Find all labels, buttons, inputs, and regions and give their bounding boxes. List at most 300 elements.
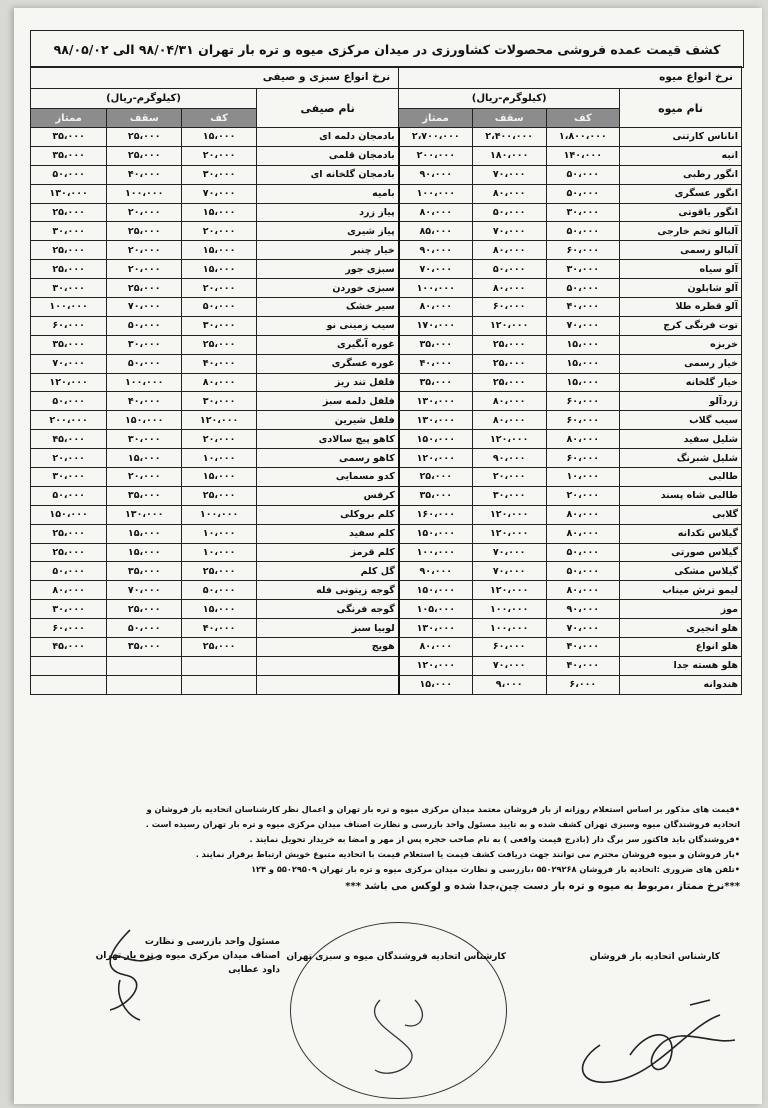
fruit-ceiling-price: ۱۰۰،۰۰۰ [472,600,546,619]
fruit-floor-price: ۴۰،۰۰۰ [546,638,620,657]
veg-floor-price: ۱۵،۰۰۰ [182,241,257,260]
fruit-floor-price: ۱۵،۰۰۰ [546,335,620,354]
fruit-floor-price: ۶،۰۰۰ [546,675,620,694]
fruit-name-cell: هلو انواع [620,638,742,657]
table-row [31,430,742,449]
fruit-ceiling-price: ۶۰،۰۰۰ [472,298,546,317]
veg-name-cell: پیاز شیری [257,222,399,241]
table-row [31,562,742,581]
veg-ceiling-price: ۴۰،۰۰۰ [107,165,182,184]
table-row [31,524,742,543]
fruit-premium-header: ممتاز [399,109,473,128]
fruit-ceiling-price: ۹،۰۰۰ [472,675,546,694]
fruit-premium-price: ۱۷۰،۰۰۰ [399,316,473,335]
veg-floor-price: ۴۰،۰۰۰ [182,619,257,638]
veg-premium-price: ۲۵،۰۰۰ [31,203,107,222]
fruit-name-cell: آلو سیاه [620,260,742,279]
veg-name-cell [257,656,399,675]
veg-name-header: نام صیفی [257,89,399,128]
veg-floor-price: ۳۰،۰۰۰ [182,392,257,411]
veg-name-cell: سیب زمینی نو [257,316,399,335]
veg-ceiling-price: ۲۰،۰۰۰ [107,260,182,279]
veg-premium-price: ۶۰،۰۰۰ [31,316,107,335]
veg-floor-price: ۲۵،۰۰۰ [182,638,257,657]
veg-name-cell: کاهو پیچ سالادی [257,430,399,449]
fruit-ceiling-price: ۷۰،۰۰۰ [472,543,546,562]
veg-floor-price: ۱۵،۰۰۰ [182,128,257,147]
fruit-floor-price: ۸۰،۰۰۰ [546,581,620,600]
veg-premium-price: ۳۵،۰۰۰ [31,335,107,354]
table-row [31,656,742,675]
notes-block [50,802,740,894]
fruit-premium-price: ۸۵،۰۰۰ [399,222,473,241]
fruit-name-cell: لیمو ترش میناب [620,581,742,600]
signature-title: کارشناس اتحادیه بار فروشان [589,952,720,962]
veg-ceiling-price: ۷۰،۰۰۰ [107,298,182,317]
veg-ceiling-price: ۵۰،۰۰۰ [107,316,182,335]
fruit-ceiling-price: ۱۰۰،۰۰۰ [472,619,546,638]
veg-floor-price: ۲۰،۰۰۰ [182,146,257,165]
fruit-unit-header: (کیلوگرم-ریال) [399,89,620,109]
veg-floor-price: ۱۰،۰۰۰ [182,543,257,562]
table-row [31,543,742,562]
fruit-name-cell: گیلاس صورتی [620,543,742,562]
fruit-name-cell: انگور یاقوتی [620,203,742,222]
veg-name-cell: کلم بروکلی [257,505,399,524]
fruit-name-cell: شلیل سفید [620,430,742,449]
fruit-ceiling-price: ۷۰،۰۰۰ [472,562,546,581]
fruit-premium-price: ۲۵،۰۰۰ [399,468,473,487]
fruit-floor-price: ۹۰،۰۰۰ [546,600,620,619]
veg-name-cell: بادمجان قلمی [257,146,399,165]
veg-name-cell: گل کلم [257,562,399,581]
veg-section-header: نرخ انواع سبزی و صیفی [31,67,399,89]
veg-name-cell: سبزی خوردن [257,279,399,298]
fruit-floor-price: ۱۵،۰۰۰ [546,354,620,373]
fruit-premium-price: ۱۲۰،۰۰۰ [399,449,473,468]
fruit-name-cell: هلو انجیری [620,619,742,638]
table-row [31,449,742,468]
veg-floor-price: ۱۵،۰۰۰ [182,203,257,222]
fruit-ceiling-price: ۱۲۰،۰۰۰ [472,430,546,449]
veg-name-cell: غوره عسگری [257,354,399,373]
table-row [31,203,742,222]
veg-premium-price: ۲۰۰،۰۰۰ [31,411,107,430]
veg-floor-price: ۴۰،۰۰۰ [182,354,257,373]
veg-ceiling-price: ۳۰،۰۰۰ [107,430,182,449]
fruit-name-cell: آلبالو رسمی [620,241,742,260]
table-row [31,128,742,147]
fruit-premium-price: ۹۰،۰۰۰ [399,562,473,581]
veg-premium-price: ۸۰،۰۰۰ [31,581,107,600]
fruit-name-cell: هلو هسته جدا [620,656,742,675]
fruit-premium-price: ۲،۷۰۰،۰۰۰ [399,128,473,147]
fruit-name-cell: هندوانه [620,675,742,694]
note-line: •فروشندگان باید فاکتور سر برگ دار (بادرج قیمت واقعی ) به نام صاحب حجره پس از مهر و امضا به خریدار تحویل نمایند . [249,834,740,844]
signature-title: مسئول واحد بازرسی و نظارت [144,937,280,947]
fruit-premium-price: ۳۵،۰۰۰ [399,486,473,505]
signature-block-center [266,950,506,964]
table-row [31,260,742,279]
fruit-ceiling-price: ۱۲۰،۰۰۰ [472,524,546,543]
premium-note: ***نرخ ممتاز ،مربوط به میوه و تره بار دست چین،جدا شده و لوکس می باشد *** [345,881,740,892]
fruit-premium-price: ۱۰۰،۰۰۰ [399,543,473,562]
fruit-ceiling-price: ۳۰،۰۰۰ [472,486,546,505]
veg-name-cell: بادمجان گلخانه ای [257,165,399,184]
veg-name-cell: کلم قرمز [257,543,399,562]
fruit-floor-price: ۶۰،۰۰۰ [546,241,620,260]
fruit-ceiling-price: ۸۰،۰۰۰ [472,392,546,411]
veg-name-cell: کدو مسمایی [257,468,399,487]
veg-floor-price: ۱۰،۰۰۰ [182,524,257,543]
veg-ceiling-price: ۲۵،۰۰۰ [107,279,182,298]
fruit-premium-price: ۳۵،۰۰۰ [399,373,473,392]
veg-ceiling-price: ۱۵،۰۰۰ [107,449,182,468]
fruit-ceiling-price: ۸۰،۰۰۰ [472,241,546,260]
veg-ceiling-price: ۲۰،۰۰۰ [107,468,182,487]
fruit-floor-price: ۵۰،۰۰۰ [546,184,620,203]
fruit-floor-price: ۶۰،۰۰۰ [546,449,620,468]
table-row [31,146,742,165]
table-row [31,373,742,392]
fruit-name-cell: طالبی شاه پسند [620,486,742,505]
veg-floor-price [182,656,257,675]
fruit-premium-price: ۱۵۰،۰۰۰ [399,581,473,600]
table-row [31,468,742,487]
veg-name-cell: گوجه فرنگی [257,600,399,619]
signature-subtitle: اصناف میدان مرکزی میوه و تره بار تهران [95,951,280,961]
veg-name-cell [257,675,399,694]
note-line: •قیمت های مذکور بر اساس استعلام روزانه از بار فروشان معتمد میدان مرکزی میوه و تره بار تهران و اعمال نظر کارشناسان اتحادیه بار فروشان و [146,804,740,814]
fruit-floor-price: ۷۰،۰۰۰ [546,619,620,638]
table-row [31,298,742,317]
veg-ceiling-price: ۱۵۰،۰۰۰ [107,411,182,430]
veg-unit-header: (کیلوگرم-ریال) [31,89,257,109]
price-table [30,66,742,695]
veg-floor-price: ۲۰،۰۰۰ [182,222,257,241]
fruit-premium-price: ۲۰۰،۰۰۰ [399,146,473,165]
fruit-floor-price: ۸۰،۰۰۰ [546,505,620,524]
veg-floor-price: ۱۰،۰۰۰ [182,449,257,468]
fruit-ceiling-price: ۷۰،۰۰۰ [472,222,546,241]
veg-floor-price: ۱۵،۰۰۰ [182,468,257,487]
fruit-name-cell: گلابی [620,505,742,524]
fruit-floor-price: ۱،۸۰۰،۰۰۰ [546,128,620,147]
fruit-name-cell: خیار رسمی [620,354,742,373]
veg-floor-price: ۲۵،۰۰۰ [182,562,257,581]
veg-ceiling-price: ۱۰۰،۰۰۰ [107,184,182,203]
veg-premium-price: ۳۵،۰۰۰ [31,128,107,147]
handwritten-signature-right [560,985,750,1095]
fruit-premium-price: ۱۰۵،۰۰۰ [399,600,473,619]
fruit-name-cell: موز [620,600,742,619]
veg-ceiling-price: ۵۰،۰۰۰ [107,354,182,373]
fruit-ceiling-price: ۹۰،۰۰۰ [472,449,546,468]
veg-floor-price [182,675,257,694]
veg-premium-price: ۲۵،۰۰۰ [31,260,107,279]
veg-premium-price: ۲۵،۰۰۰ [31,543,107,562]
fruit-premium-price: ۱۵۰،۰۰۰ [399,430,473,449]
veg-ceiling-price: ۲۰،۰۰۰ [107,203,182,222]
veg-premium-price: ۴۵،۰۰۰ [31,638,107,657]
veg-floor-price: ۱۵،۰۰۰ [182,260,257,279]
veg-floor-price: ۳۰،۰۰۰ [182,165,257,184]
fruit-floor-price: ۴۰،۰۰۰ [546,656,620,675]
veg-premium-price: ۶۰،۰۰۰ [31,619,107,638]
fruit-ceiling-price: ۷۰،۰۰۰ [472,656,546,675]
fruit-ceiling-price: ۲۵،۰۰۰ [472,354,546,373]
fruit-ceiling-price: ۲۰،۰۰۰ [472,468,546,487]
fruit-floor-price: ۱۰،۰۰۰ [546,468,620,487]
veg-ceiling-price: ۴۰،۰۰۰ [107,392,182,411]
fruit-name-cell: انگور رطبی [620,165,742,184]
veg-premium-price: ۱۲۰،۰۰۰ [31,373,107,392]
veg-floor-price: ۵۰،۰۰۰ [182,581,257,600]
veg-premium-price: ۵۰،۰۰۰ [31,486,107,505]
table-row [31,675,742,694]
fruit-ceiling-price: ۸۰،۰۰۰ [472,411,546,430]
table-row [31,638,742,657]
veg-premium-header: ممتاز [31,109,107,128]
note-line: •تلفن های ضروری :اتحادیه بار فروشان ۵۵۰۲۹۲۶۸ ،بازرسی و نظارت میدان مرکزی میوه و تره بار تهران ۵۵۰۲۹۵۰۹ و ۱۲۴ [251,864,740,874]
fruit-name-cell: آلبالو تخم خارجی [620,222,742,241]
fruit-floor-price: ۲۰،۰۰۰ [546,486,620,505]
veg-floor-price: ۱۵،۰۰۰ [182,600,257,619]
fruit-premium-price: ۱۳۰،۰۰۰ [399,619,473,638]
veg-name-cell: هویج [257,638,399,657]
fruit-ceiling-price: ۸۰،۰۰۰ [472,279,546,298]
veg-floor-price: ۲۵،۰۰۰ [182,335,257,354]
fruit-name-header: نام میوه [620,89,742,128]
fruit-premium-price: ۱۰۰،۰۰۰ [399,279,473,298]
veg-ceiling-price: ۳۵،۰۰۰ [107,638,182,657]
fruit-name-cell: زردآلو [620,392,742,411]
fruit-ceiling-price: ۷۰،۰۰۰ [472,165,546,184]
fruit-ceiling-price: ۱۲۰،۰۰۰ [472,505,546,524]
veg-ceiling-price: ۲۵،۰۰۰ [107,146,182,165]
veg-floor-price: ۸۰،۰۰۰ [182,373,257,392]
veg-floor-header: کف [182,109,257,128]
veg-premium-price: ۳۰،۰۰۰ [31,600,107,619]
fruit-premium-price: ۸۰،۰۰۰ [399,203,473,222]
veg-premium-price: ۲۰،۰۰۰ [31,449,107,468]
fruit-ceiling-price: ۶۰،۰۰۰ [472,638,546,657]
veg-premium-price: ۳۰،۰۰۰ [31,279,107,298]
fruit-ceiling-price: ۱۸۰،۰۰۰ [472,146,546,165]
table-row [31,316,742,335]
fruit-ceiling-price: ۵۰،۰۰۰ [472,203,546,222]
fruit-premium-price: ۸۰،۰۰۰ [399,298,473,317]
table-row [31,165,742,184]
note-line: •بار فروشان و میوه فروشان محترم می توانند جهت دریافت کشف قیمت یا استعلام قیمت با اتحادیه متبوع خویش ارتباط برقرار نمایند . [195,849,740,859]
fruit-floor-price: ۶۰،۰۰۰ [546,392,620,411]
fruit-section-header: نرخ انواع میوه [399,67,742,89]
fruit-name-cell: آلو قطره طلا [620,298,742,317]
fruit-premium-price: ۳۵،۰۰۰ [399,335,473,354]
fruit-name-cell: طالبی [620,468,742,487]
fruit-name-cell: گیلاس مشکی [620,562,742,581]
veg-ceiling-price: ۷۰،۰۰۰ [107,581,182,600]
table-row [31,505,742,524]
veg-ceiling-price: ۲۵،۰۰۰ [107,128,182,147]
table-row [31,354,742,373]
veg-name-cell: بادمجان دلمه ای [257,128,399,147]
veg-name-cell: کاهو رسمی [257,449,399,468]
veg-name-cell: لوبیا سبز [257,619,399,638]
fruit-floor-price: ۸۰،۰۰۰ [546,524,620,543]
veg-premium-price [31,675,107,694]
fruit-name-cell: انگور عسگری [620,184,742,203]
table-row [31,581,742,600]
fruit-premium-price: ۴۰،۰۰۰ [399,354,473,373]
fruit-ceiling-price: ۵۰،۰۰۰ [472,260,546,279]
handwritten-signature-left [70,925,180,1025]
veg-premium-price: ۲۵،۰۰۰ [31,524,107,543]
fruit-floor-price: ۷۰،۰۰۰ [546,316,620,335]
veg-premium-price: ۳۰،۰۰۰ [31,468,107,487]
fruit-ceiling-price: ۱۲۰،۰۰۰ [472,581,546,600]
veg-name-cell: خیار چنبر [257,241,399,260]
fruit-ceiling-header: سقف [472,109,546,128]
note-line: اتحادیه فروشندگان میوه وسبزی تهران کشف شده و به تایید مسئول واحد بازرسی و نظارت اصناف میدان مرکزی میوه و تره بار تهران رسیده است . [145,819,740,829]
veg-premium-price: ۵۰،۰۰۰ [31,562,107,581]
veg-floor-price: ۷۰،۰۰۰ [182,184,257,203]
signature-block-right [560,950,720,964]
veg-premium-price: ۴۵،۰۰۰ [31,430,107,449]
veg-premium-price: ۲۵،۰۰۰ [31,241,107,260]
table-row [31,619,742,638]
fruit-ceiling-price: ۸۰،۰۰۰ [472,184,546,203]
signature-title: کارشناس اتحادیه فروشندگان میوه و سبزی تهران [286,952,506,962]
veg-ceiling-price: ۳۰،۰۰۰ [107,335,182,354]
fruit-premium-price: ۱۳۰،۰۰۰ [399,392,473,411]
veg-name-cell: فلفل دلمه سبز [257,392,399,411]
table-row [31,279,742,298]
veg-name-cell: فلفل شیرین [257,411,399,430]
veg-name-cell: بامیه [257,184,399,203]
veg-ceiling-price: ۲۰،۰۰۰ [107,241,182,260]
veg-floor-price: ۱۰۰،۰۰۰ [182,505,257,524]
veg-ceiling-price: ۱۳۰،۰۰۰ [107,505,182,524]
veg-name-cell: کرفس [257,486,399,505]
fruit-name-cell: سیب گلاب [620,411,742,430]
fruit-name-cell: خیار گلخانه [620,373,742,392]
fruit-floor-price: ۱۵،۰۰۰ [546,373,620,392]
fruit-floor-price: ۵۰،۰۰۰ [546,222,620,241]
veg-ceiling-price: ۱۰۰،۰۰۰ [107,373,182,392]
table-row [31,184,742,203]
veg-ceiling-price: ۲۵،۰۰۰ [107,600,182,619]
veg-premium-price: ۳۵،۰۰۰ [31,146,107,165]
veg-premium-price: ۷۰،۰۰۰ [31,354,107,373]
fruit-floor-price: ۶۰،۰۰۰ [546,411,620,430]
fruit-floor-header: کف [546,109,620,128]
veg-name-cell: فلفل تند ریز [257,373,399,392]
fruit-name-cell: شلیل شبرنگ [620,449,742,468]
fruit-floor-price: ۴۰،۰۰۰ [546,298,620,317]
veg-name-cell: سبزی جور [257,260,399,279]
fruit-floor-price: ۵۰،۰۰۰ [546,543,620,562]
veg-name-cell: سیر خشک [257,298,399,317]
veg-floor-price: ۳۰،۰۰۰ [182,316,257,335]
fruit-floor-price: ۸۰،۰۰۰ [546,430,620,449]
veg-name-cell: گوجه زیتونی فله [257,581,399,600]
veg-floor-price: ۲۰،۰۰۰ [182,430,257,449]
signature-name: داود عطایی [228,965,280,975]
veg-premium-price: ۵۰،۰۰۰ [31,165,107,184]
veg-ceiling-price [107,675,182,694]
veg-ceiling-header: سقف [107,109,182,128]
table-row [31,486,742,505]
fruit-floor-price: ۱۴۰،۰۰۰ [546,146,620,165]
fruit-premium-price: ۱۰۰،۰۰۰ [399,184,473,203]
fruit-premium-price: ۷۰،۰۰۰ [399,260,473,279]
veg-ceiling-price: ۱۵،۰۰۰ [107,524,182,543]
veg-name-cell: غوره آبگیری [257,335,399,354]
fruit-name-cell: انبه [620,146,742,165]
veg-premium-price: ۱۳۰،۰۰۰ [31,184,107,203]
fruit-floor-price: ۵۰،۰۰۰ [546,279,620,298]
fruit-premium-price: ۱۳۰،۰۰۰ [399,411,473,430]
veg-floor-price: ۲۵،۰۰۰ [182,486,257,505]
table-body [31,128,742,695]
fruit-floor-price: ۳۰،۰۰۰ [546,260,620,279]
veg-ceiling-price: ۲۵،۰۰۰ [107,222,182,241]
veg-premium-price: ۱۰۰،۰۰۰ [31,298,107,317]
fruit-floor-price: ۳۰،۰۰۰ [546,203,620,222]
table-row [31,411,742,430]
fruit-floor-price: ۵۰،۰۰۰ [546,165,620,184]
fruit-floor-price: ۵۰،۰۰۰ [546,562,620,581]
veg-premium-price: ۳۰،۰۰۰ [31,222,107,241]
fruit-premium-price: ۸۰،۰۰۰ [399,638,473,657]
fruit-premium-price: ۱۶۰،۰۰۰ [399,505,473,524]
veg-premium-price: ۱۵۰،۰۰۰ [31,505,107,524]
fruit-premium-price: ۹۰،۰۰۰ [399,241,473,260]
fruit-name-cell: خربزه [620,335,742,354]
veg-premium-price: ۵۰،۰۰۰ [31,392,107,411]
table-row [31,600,742,619]
stamp-ink-scribble [360,980,450,1090]
veg-name-cell: کلم سفید [257,524,399,543]
fruit-name-cell: آلو شابلون [620,279,742,298]
page-title: کشف قیمت عمده فروشی محصولات کشاورزی در میدان مرکزی میوه و تره بار تهران ۹۸/۰۴/۳۱ الی ۹۸/۰۵/۰۲ [30,30,744,68]
fruit-ceiling-price: ۲،۴۰۰،۰۰۰ [472,128,546,147]
veg-ceiling-price: ۵۰،۰۰۰ [107,619,182,638]
fruit-premium-price: ۱۵،۰۰۰ [399,675,473,694]
veg-premium-price [31,656,107,675]
veg-floor-price: ۵۰،۰۰۰ [182,298,257,317]
veg-name-cell: پیاز زرد [257,203,399,222]
table-row [31,392,742,411]
fruit-premium-price: ۱۲۰،۰۰۰ [399,656,473,675]
fruit-ceiling-price: ۱۲۰،۰۰۰ [472,316,546,335]
fruit-ceiling-price: ۲۵،۰۰۰ [472,373,546,392]
fruit-name-cell: توت فرنگی کرج [620,316,742,335]
veg-ceiling-price [107,656,182,675]
table-row [31,222,742,241]
fruit-name-cell: گیلاس تکدانه [620,524,742,543]
fruit-premium-price: ۱۵۰،۰۰۰ [399,524,473,543]
veg-floor-price: ۱۲۰،۰۰۰ [182,411,257,430]
veg-ceiling-price: ۳۵،۰۰۰ [107,562,182,581]
fruit-ceiling-price: ۲۵،۰۰۰ [472,335,546,354]
fruit-name-cell: اناناس کارتنی [620,128,742,147]
table-row [31,241,742,260]
veg-ceiling-price: ۱۵،۰۰۰ [107,543,182,562]
veg-ceiling-price: ۳۵،۰۰۰ [107,486,182,505]
veg-floor-price: ۲۰،۰۰۰ [182,279,257,298]
